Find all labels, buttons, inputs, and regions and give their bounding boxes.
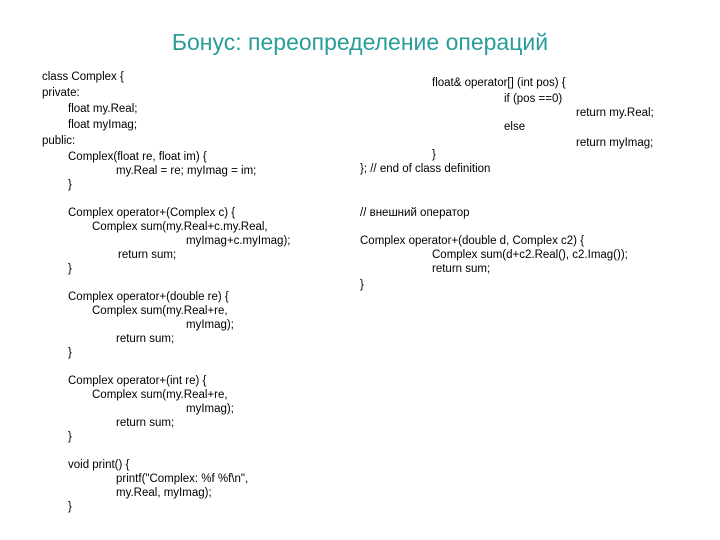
code-line: float& operator[] (int pos) { <box>432 77 566 89</box>
code-line: my.Real = re; myImag = im; <box>116 165 257 177</box>
code-line: // внешний оператор <box>360 207 470 219</box>
code-line: Complex operator+(int re) { <box>68 375 207 387</box>
code-line: }; // end of class definition <box>360 163 491 175</box>
code-line: Complex operator+(Complex c) { <box>68 207 236 219</box>
code-line: else <box>504 121 526 133</box>
code-line: float my.Real; <box>68 103 138 115</box>
code-line: return sum; <box>118 249 177 261</box>
code-line: float myImag; <box>68 119 138 131</box>
code-line: } <box>68 431 72 443</box>
code-line: } <box>432 149 436 161</box>
code-line: void print() { <box>68 459 130 471</box>
code-line: return sum; <box>116 417 175 429</box>
code-line: return sum; <box>432 263 491 275</box>
code-line: Complex(float re, float im) { <box>68 151 207 163</box>
slide-title: Бонус: переопределение операций <box>171 29 549 55</box>
code-line: } <box>68 179 72 191</box>
code-line: Complex sum(my.Real+re, <box>92 389 228 401</box>
code-line: } <box>68 263 72 275</box>
code-line: my.Real, myImag); <box>116 487 212 499</box>
code-line: Complex sum(my.Real+c.my.Real, <box>92 221 268 233</box>
code-line: Complex operator+(double d, Complex c2) { <box>360 235 585 247</box>
code-line: printf("Complex: %f %f\n", <box>116 473 249 485</box>
code-line: } <box>360 279 364 291</box>
code-line: } <box>68 501 72 513</box>
code-line: } <box>68 347 72 359</box>
code-line: class Complex { <box>42 71 124 83</box>
code-line: private: <box>42 87 80 99</box>
code-line: myImag+c.myImag); <box>186 235 291 247</box>
code-line: return my.Real; <box>576 107 654 119</box>
code-line: myImag); <box>186 319 234 331</box>
code-line: Complex operator+(double re) { <box>68 291 229 303</box>
code-line: Complex sum(d+c2.Real(), c2.Imag()); <box>432 249 628 261</box>
code-line: if (pos ==0) <box>504 93 563 105</box>
code-line: return sum; <box>116 333 175 345</box>
code-line: myImag); <box>186 403 234 415</box>
code-line: return myImag; <box>576 137 654 149</box>
code-line: public: <box>42 135 76 147</box>
code-line: Complex sum(my.Real+re, <box>92 305 228 317</box>
